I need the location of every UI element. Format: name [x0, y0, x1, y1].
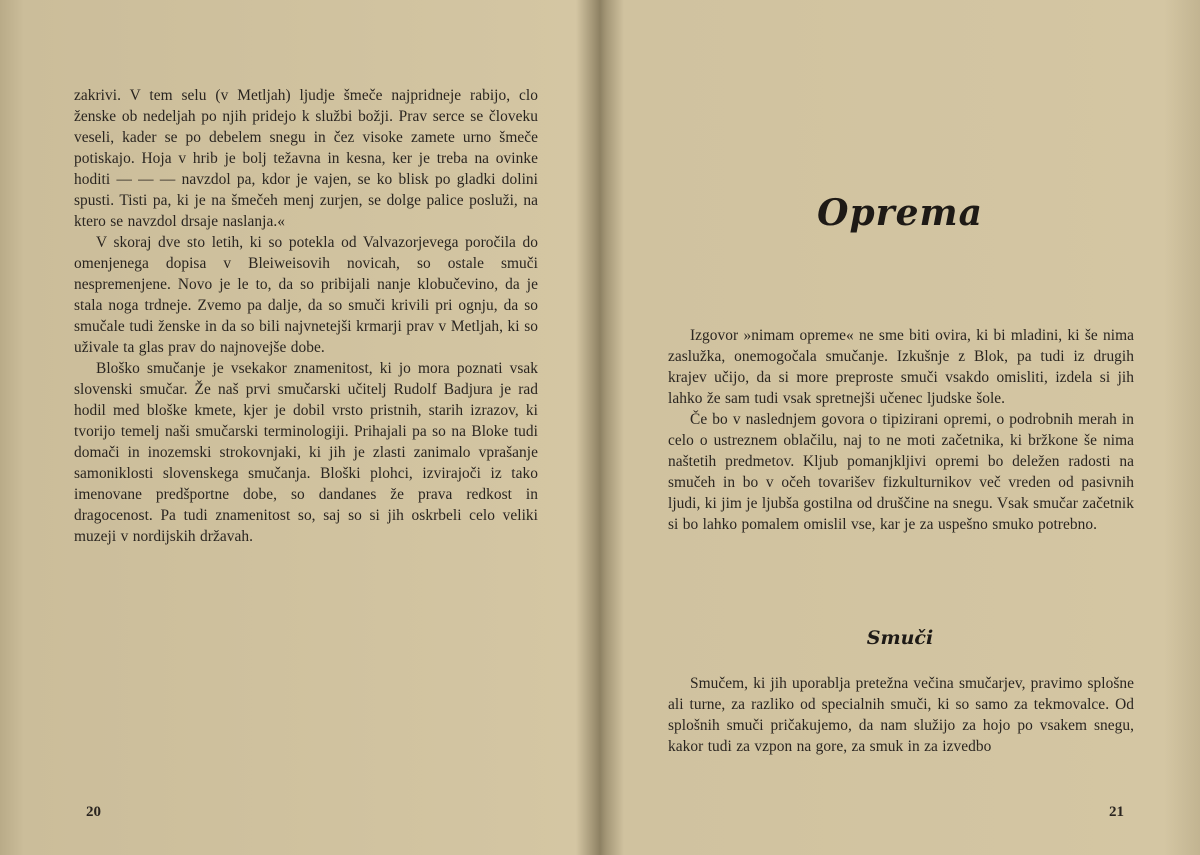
section-body [668, 673, 1134, 757]
page-number-left: 20 [86, 804, 101, 820]
section-title: Smuči [866, 627, 934, 649]
section-paragraph-1: Smučem, ki jih uporablja pretežna večina smučarjev, pravimo splošne ali turne, za razliko od specialnih smuči, ki so samo za tekmovalce. Od splošnih smuči pričakujemo, da nam služijo za hojo po vsakem snegu, kakor tudi za vzpon na gore, za smuk in za izvedbo [668, 675, 1134, 755]
right-paragraph-2: Če bo v naslednjem govora o tipizirani opremi, o podrobnih merah in celo o ustreznem oblačilu, naj to ne moti začetnika, ki bržkone še nima naštetih predmetov. Kljub pomanjkljivi opremi bo deležen radosti na smučeh in bo v očeh tovarišev fizkulturnikov več vreden od pasivnih ljudi, ki jim je ljubša gostilna od druščine na snegu. Vsak smučar začetnik si bo lahko pomalem omislil vse, kar je za uspešno smuko potrebno. [668, 411, 1134, 533]
left-paragraph-1: zakrivi. V tem selu (v Metljah) ljudje šmeče najpridneje rabijo, clo ženske ob nedeljah po njih pridejo k službi božji. Prav serce se človeku veseli, kader se po debelem snegu in čez visoke zamete urno šmeče potiskajo. Hoja v hrib je bolj težavna in kesna, ker je treba na ovinke hoditi — — — navzdol pa, kdor je vajen, se ko blisk po gladki dolini spusti. Tisti pa, ki je na šmečeh menj zurjen, se dolge palice posluži, na ktero se navzdol drsaje naslanja.« [74, 87, 538, 230]
right-paragraph-1: Izgovor »nimam opreme« ne sme biti ovira, ki bi mladini, ki še nima zaslužka, onemogočala smučanje. Izkušnje z Blok, pa tudi iz drugih krajev učijo, da si more preproste smuči vsakdo omisliti, izdela si jih lahko že sam tudi vsak spretnejši učenec ljudske šole. [668, 327, 1134, 407]
left-paragraph-3: Bloško smučanje je vsekakor znamenitost, ki jo mora poznati vsak slovenski smučar. Že naš prvi smučarski učitelj Rudolf Badjura je rad hodil med bloške kmete, kjer je dobil vrsto pristnih, starih izrazov, ki tvorijo temelj naši smučarski terminologiji. Prihajali pa so na Bloke tudi domači in inozemski strokovnjaki, ki jih je zlasti zanimalo vprašanje samoniklosti slovenskega smučanja. Bloški plohci, izvirajoči iz tako imenovane predšportne dobe, so dandanes že prava redkost in dragocenost. Pa tudi znamenitost so, saj so si jih oskrbeli celo veliki muzeji v nordijskih državah. [74, 360, 538, 545]
right-page [600, 0, 1200, 855]
page-number-right: 21 [1109, 804, 1124, 820]
chapter-title: Oprema [817, 192, 983, 234]
left-paragraph-2: V skoraj dve sto letih, ki so potekla od Valvazorjevega poročila do omenjenega dopisa v Bleiweisovih novicah, so ostale smuči nespremenjene. Novo je le to, da so pribijali nanje klobučevino, da je stala noga trdneje. Zvemo pa dalje, da so smuči krivili pri ognju, da so smučale tudi ženske in da so bili najvnetejši krmarji prav v Metljah, ki so uživale ta glas prav do najnovejše dobe. [74, 234, 538, 356]
chapter-intro [668, 325, 1134, 535]
